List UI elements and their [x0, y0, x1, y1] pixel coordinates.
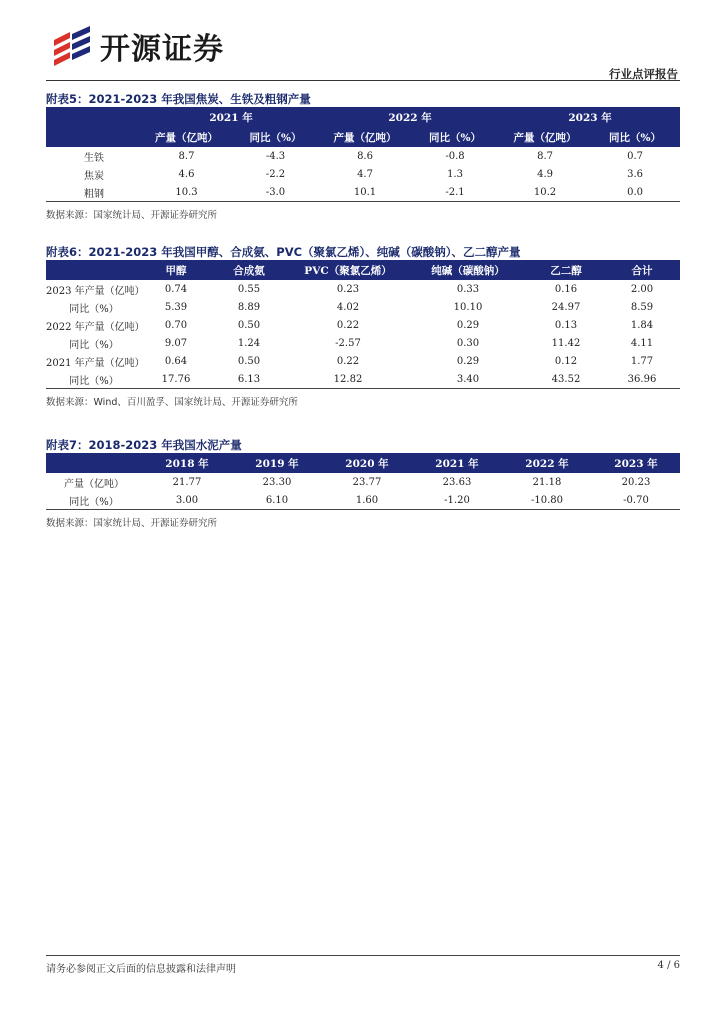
table-cell: 23.30: [262, 476, 292, 488]
table-cell: 43.52: [551, 373, 581, 385]
table-cell: 4.02: [336, 301, 360, 313]
table6-header: 纯碱（碳酸钠）: [408, 260, 528, 280]
table5-year-header: 2021 年: [142, 107, 320, 127]
table-row: [46, 183, 680, 202]
table-cell: 6.10: [265, 494, 289, 506]
table7-title: 附表7：2018-2023 年我国水泥产量: [46, 438, 242, 452]
table-cell: 4.9: [537, 168, 553, 180]
table-cell: 0.22: [336, 355, 360, 367]
table-cell: 6.13: [237, 373, 261, 385]
table6-source: 数据来源：Wind、百川盈孚、国家统计局、开源证券研究所: [46, 397, 298, 408]
table-row: [46, 280, 680, 298]
table6-header: 乙二醇: [528, 260, 604, 280]
table-cell: 10.1: [353, 186, 377, 198]
table-cell: 1.24: [237, 337, 261, 349]
table-cell: 3.40: [456, 373, 480, 385]
table-cell: -2.2: [265, 168, 286, 180]
table6-title: 附表6：2021-2023 年我国甲醇、合成氨、PVC（聚氯乙烯）、纯碱（碳酸钠）、乙二醇产量: [46, 245, 521, 259]
report-type: 行业点评报告: [609, 67, 678, 81]
table5-year-header: 2023 年: [500, 107, 680, 127]
table-row: [46, 316, 680, 334]
row-label: 2021 年产量（亿吨）: [46, 357, 145, 369]
table-cell: 21.77: [172, 476, 202, 488]
table-cell: 0.30: [456, 337, 480, 349]
table-cell: 0.33: [456, 283, 480, 295]
table7-header: 2023 年: [592, 453, 680, 473]
table-cell: 12.82: [333, 373, 363, 385]
table7-header: 2020 年: [322, 453, 412, 473]
table-row: [46, 298, 680, 316]
table-row: [46, 473, 680, 491]
table-cell: 10.3: [175, 186, 198, 198]
table7-header: 2022 年: [502, 453, 592, 473]
table-row: [46, 147, 680, 165]
table5-year-header: 2022 年: [320, 107, 500, 127]
table5: [46, 107, 680, 202]
table5-corner: [46, 107, 142, 127]
table-cell: 0.55: [237, 283, 261, 295]
table6-header: PVC（聚氯乙烯）: [288, 260, 408, 280]
page-header: [46, 20, 680, 82]
table6-header: 合计: [604, 260, 680, 280]
table-cell: 0.0: [627, 186, 643, 198]
table5-section: [46, 91, 680, 221]
table7-header: 2019 年: [232, 453, 322, 473]
table-cell: 1.3: [447, 168, 463, 180]
table-cell: 0.23: [336, 283, 360, 295]
table-cell: 11.42: [551, 337, 581, 349]
row-label: 同比（%）: [69, 496, 119, 508]
table6: [46, 260, 680, 389]
table-cell: -3.0: [265, 186, 286, 198]
table-cell: 0.74: [164, 283, 188, 295]
table-row: [46, 370, 680, 389]
table-cell: -2.1: [445, 186, 465, 198]
table-cell: -2.57: [335, 337, 361, 349]
table-cell: 0.29: [456, 355, 480, 367]
table7-section: [46, 437, 680, 529]
table-cell: 1.84: [630, 319, 654, 331]
table5-corner: [46, 127, 142, 147]
table6-header: 合成氨: [210, 260, 288, 280]
table-cell: 8.7: [537, 150, 553, 162]
company-logo: [50, 24, 224, 68]
table-cell: 0.64: [164, 355, 188, 367]
table-cell: 0.50: [237, 355, 261, 367]
header-divider: [46, 80, 680, 81]
table-cell: 8.6: [357, 150, 373, 162]
table-cell: 10.2: [533, 186, 557, 198]
table-cell: -10.80: [530, 494, 563, 506]
table6-header: 甲醇: [142, 260, 210, 280]
table7-source: 数据来源：国家统计局、开源证券研究所: [46, 518, 218, 529]
table-cell: 8.59: [630, 301, 654, 313]
table-cell: 8.7: [178, 150, 195, 162]
table7-header: 2018 年: [142, 453, 232, 473]
table-cell: 0.13: [554, 319, 578, 331]
table-cell: 4.7: [357, 168, 373, 180]
table-cell: 20.23: [621, 476, 651, 488]
table-cell: 3.00: [175, 494, 199, 506]
table-row: [46, 352, 680, 370]
table6-section: [46, 244, 680, 408]
row-label: 2023 年产量（亿吨）: [46, 285, 145, 297]
table-cell: 0.12: [554, 355, 578, 367]
footer-divider: [46, 955, 680, 956]
table-cell: -1.20: [444, 494, 470, 506]
table7-header: 2021 年: [412, 453, 502, 473]
table-cell: -0.8: [445, 150, 465, 162]
table-cell: 0.50: [237, 319, 261, 331]
table5-title: 附表5：2021-2023 年我国焦炭、生铁及粗钢产量: [46, 92, 311, 106]
table5-subheader: 同比（%）: [231, 127, 320, 147]
table-cell: 0.22: [336, 319, 360, 331]
row-label: 粗钢: [84, 188, 104, 200]
table5-subheader: 产量（亿吨）: [320, 127, 410, 147]
table-cell: 0.7: [627, 150, 643, 162]
table-cell: 4.6: [178, 168, 195, 180]
table5-source: 数据来源：国家统计局、开源证券研究所: [46, 210, 218, 221]
row-label: 同比（%）: [69, 339, 119, 351]
table5-subheader: 产量（亿吨）: [142, 127, 231, 147]
table-cell: 36.96: [627, 373, 657, 385]
table-cell: 8.89: [237, 301, 261, 313]
table-cell: 0.29: [456, 319, 480, 331]
table-cell: 23.77: [352, 476, 382, 488]
table-cell: 2.00: [630, 283, 654, 295]
table6-header: [46, 260, 142, 280]
table-row: [46, 334, 680, 352]
company-name: 开源证券: [100, 32, 224, 67]
row-label: 2022 年产量（亿吨）: [46, 321, 145, 333]
table5-subheader: 产量（亿吨）: [500, 127, 590, 147]
table7-header: [46, 453, 142, 473]
table-cell: 5.39: [164, 301, 188, 313]
table-cell: 10.10: [453, 301, 483, 313]
page-number: 4 / 6: [657, 960, 680, 971]
row-label: 同比（%）: [69, 375, 119, 387]
row-label: 产量（亿吨）: [64, 478, 124, 490]
table5-subheader: 同比（%）: [590, 127, 680, 147]
table-cell: 0.16: [554, 283, 578, 295]
table-cell: -4.3: [265, 150, 286, 162]
table-cell: 3.6: [627, 168, 643, 180]
table-row: [46, 491, 680, 510]
table-cell: 1.77: [630, 355, 654, 367]
table-row: [46, 165, 680, 183]
table-cell: 9.07: [164, 337, 188, 349]
table-cell: 1.60: [355, 494, 379, 506]
table5-subheader: 同比（%）: [410, 127, 500, 147]
table-cell: 4.11: [630, 337, 654, 349]
row-label: 焦炭: [84, 170, 104, 182]
logo-mark-icon: [50, 26, 94, 66]
table-cell: 0.70: [164, 319, 188, 331]
table-cell: 21.18: [532, 476, 562, 488]
table7: [46, 453, 680, 510]
table-cell: 24.97: [551, 301, 581, 313]
table-cell: 23.63: [442, 476, 472, 488]
row-label: 生铁: [84, 152, 104, 164]
table-cell: -0.70: [623, 494, 649, 506]
footer-disclaimer: 请务必参阅正文后面的信息披露和法律声明: [46, 964, 236, 975]
row-label: 同比（%）: [69, 303, 119, 315]
table-cell: 17.76: [161, 373, 191, 385]
